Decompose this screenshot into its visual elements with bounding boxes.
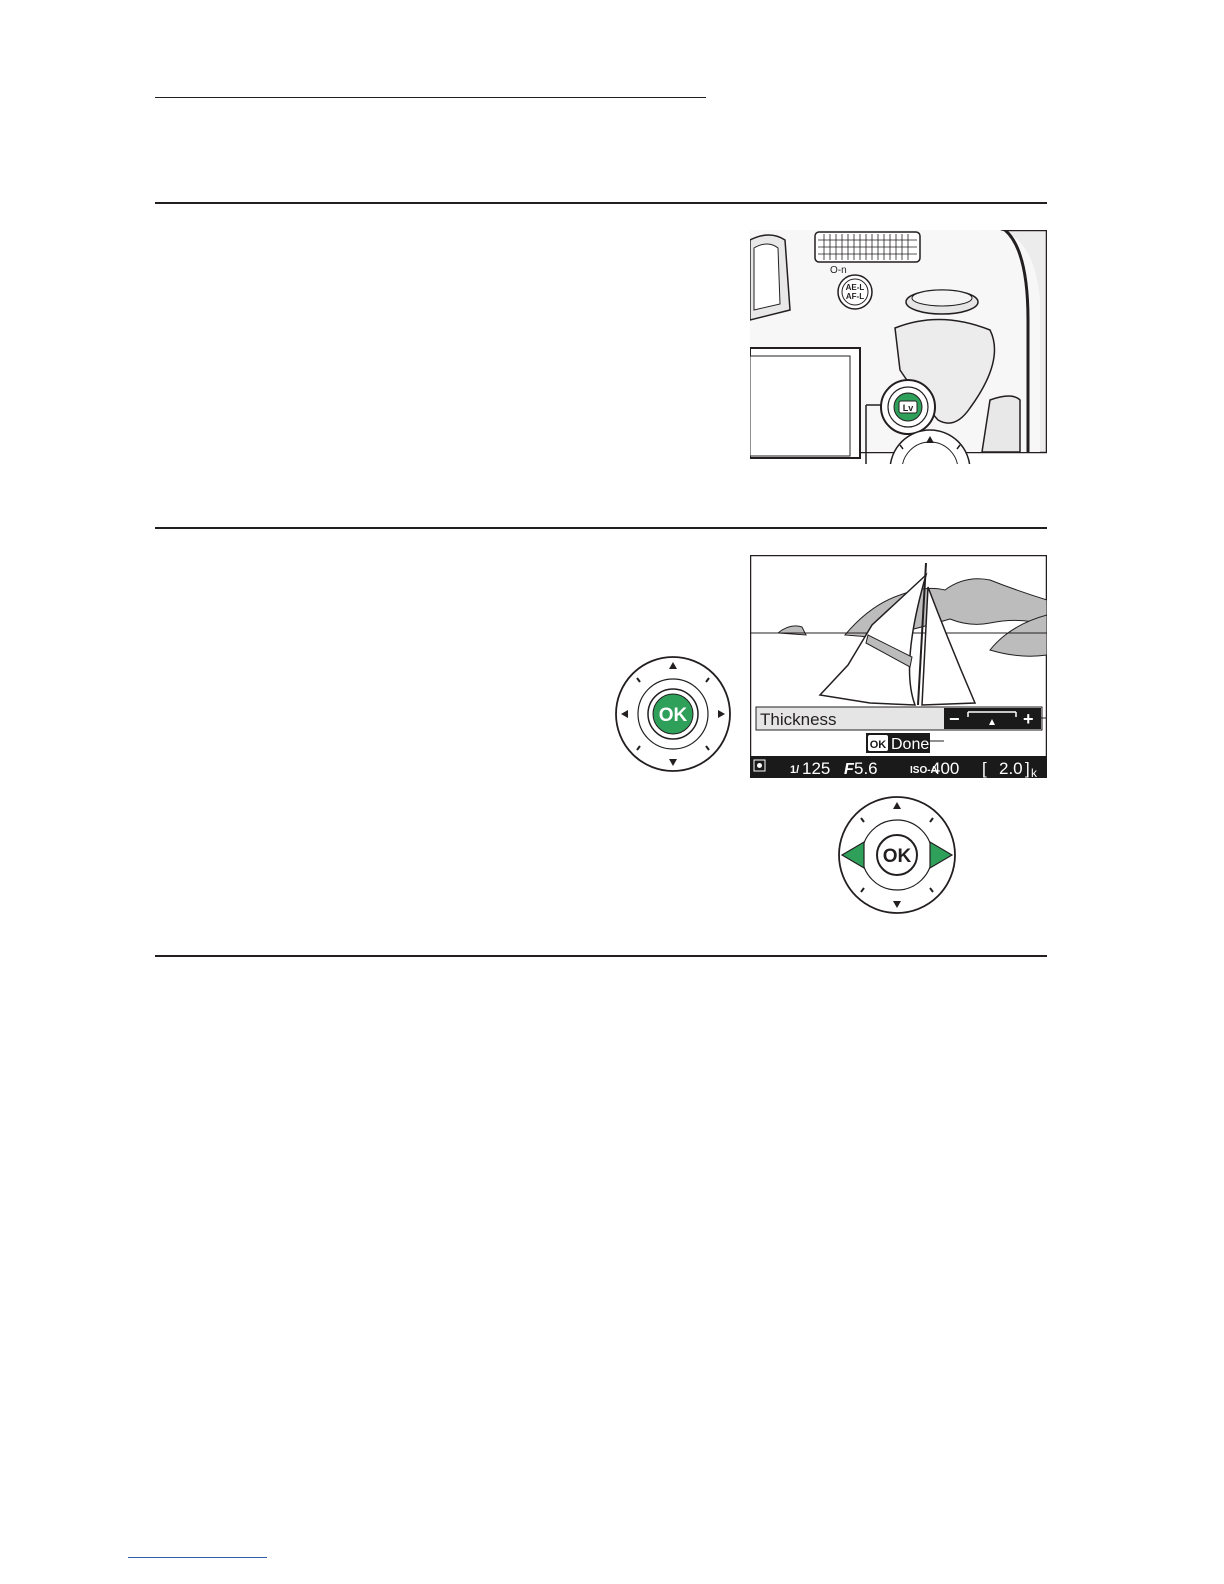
ael-label: AE-L: [845, 283, 865, 292]
mode-dial: [906, 290, 978, 314]
thickness-label: Thickness: [760, 710, 837, 729]
afl-label: AF-L: [845, 292, 865, 301]
command-dial-top: [815, 232, 920, 262]
lcd-screen-illustration: [750, 555, 1047, 778]
title-underline: [155, 97, 706, 98]
done-label: Done: [891, 736, 930, 753]
slider-plus: +: [1023, 709, 1034, 729]
footer-rule: [128, 1557, 267, 1558]
ael-afl-button: [838, 275, 872, 309]
iso-value: 400: [931, 759, 960, 778]
bracket-close: ]: [1025, 759, 1030, 778]
shutter-value: 125: [802, 759, 831, 778]
multi-selector-ok-pressed: [612, 655, 734, 773]
ok-label-small: OK: [658, 705, 688, 726]
multi-selector-left-right: [836, 795, 958, 915]
live-view-button: [881, 380, 935, 434]
done-ok-icon: OK: [869, 739, 887, 751]
section-rule-top: [155, 202, 1047, 204]
bracket-open: [: [982, 759, 987, 778]
ok-label-large: OK: [882, 846, 912, 867]
thickness-slider: [756, 707, 1047, 730]
frames-suffix: k: [1031, 766, 1037, 778]
slider-minus: −: [949, 709, 960, 729]
camera-back-illustration: [750, 230, 1047, 464]
section-rule-middle: [155, 527, 1047, 529]
info-bar: [750, 756, 1047, 778]
section-rule-bottom: [155, 955, 1047, 957]
aperture-prefix: F: [844, 761, 854, 778]
frames-value: 2.0: [999, 759, 1023, 778]
lock-symbol: O-n: [830, 265, 847, 276]
lv-label: Lv: [902, 403, 914, 413]
iso-prefix: ISO-A: [910, 765, 938, 776]
shutter-numerator: 1/: [790, 764, 800, 776]
aperture-value: 5.6: [854, 759, 878, 778]
